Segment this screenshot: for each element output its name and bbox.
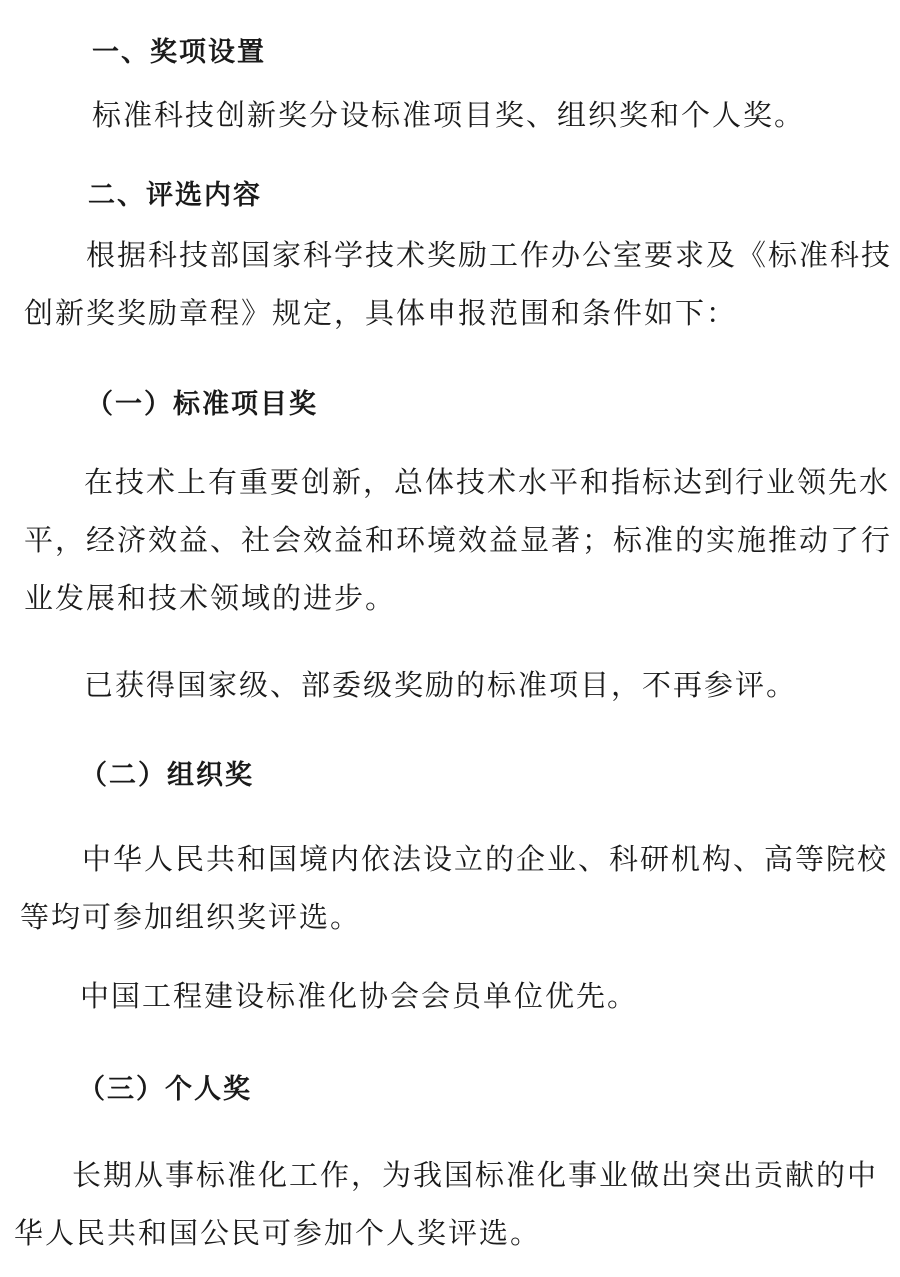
project-award-paragraph-1 bbox=[24, 453, 892, 627]
content-text-line-1: 根据科技部国家科学技术奖励工作办公室要求及《标准科技 bbox=[86, 238, 893, 272]
organization-award-heading: （二）组织奖 bbox=[80, 760, 254, 791]
organization-award-line-1: 中华人民共和国境内依法设立的企业、科研机构、高等院校 bbox=[82, 842, 889, 876]
project-award-line-1: 在技术上有重要创新，总体技术水平和指标达到行业领先水 bbox=[84, 465, 891, 499]
content-text-line-2: 创新奖奖励章程》规定，具体申报范围和条件如下： bbox=[24, 296, 738, 330]
individual-award-line-2: 华人民共和国公民可参加个人奖评选。 bbox=[14, 1216, 542, 1250]
content-heading: 二、评选内容 bbox=[88, 180, 262, 211]
project-award-heading: （一）标准项目奖 bbox=[86, 389, 318, 420]
organization-award-paragraph-2 bbox=[80, 967, 638, 1025]
individual-award-line-1: 长期从事标准化工作，为我国标准化事业做出突出贡献的中 bbox=[72, 1158, 879, 1192]
awards-heading: 一、奖项设置 bbox=[92, 37, 266, 68]
organization-award-priority: 中国工程建设标准化协会会员单位优先。 bbox=[80, 979, 639, 1013]
awards-text bbox=[92, 86, 805, 144]
organization-award-paragraph-1 bbox=[20, 830, 888, 946]
project-award-line-3: 业发展和技术领域的进步。 bbox=[24, 581, 397, 615]
awards-text-line-1: 标准科技创新奖分设标准项目奖、组织奖和个人奖。 bbox=[92, 98, 806, 132]
project-award-line-2: 平，经济效益、社会效益和环境效益显著；标准的实施推动了行 bbox=[24, 523, 893, 557]
project-award-exclusion: 已获得国家级、部委级奖励的标准项目，不再参评。 bbox=[84, 668, 798, 702]
individual-award-heading: （三）个人奖 bbox=[78, 1074, 252, 1105]
project-award-paragraph-2 bbox=[84, 656, 797, 714]
content-text bbox=[24, 226, 892, 342]
organization-award-line-2: 等均可参加组织奖评选。 bbox=[20, 900, 362, 934]
individual-award-paragraph-1 bbox=[14, 1146, 878, 1262]
